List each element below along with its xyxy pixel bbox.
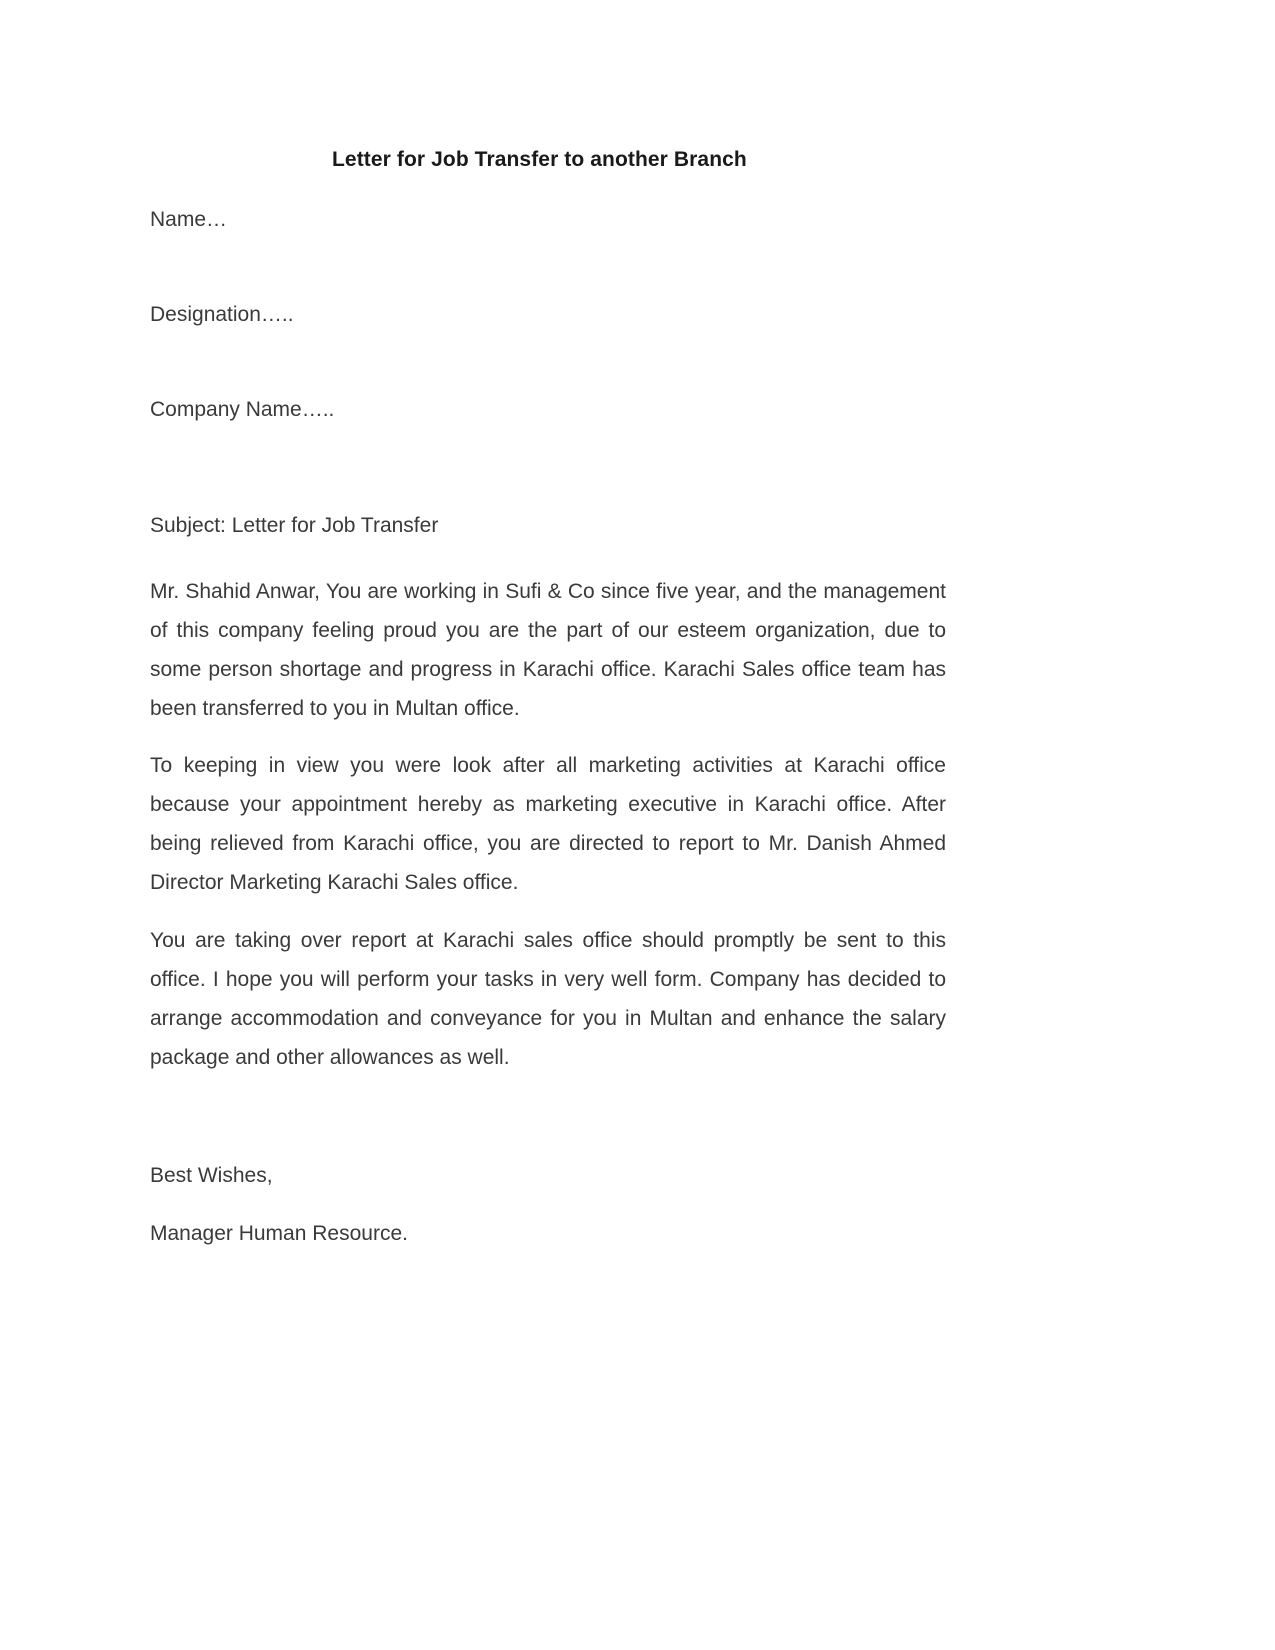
letter-title: Letter for Job Transfer to another Branch [332, 148, 747, 171]
signature-line: Manager Human Resource. [150, 1222, 408, 1245]
name-field: Name… [150, 208, 228, 231]
closing-line: Best Wishes, [150, 1164, 273, 1187]
designation-field: Designation….. [150, 303, 294, 326]
company-name-field: Company Name….. [150, 398, 335, 421]
body-paragraph-1: Mr. Shahid Anwar, You are working in Sufi & Co since five year, and the management of this company feeling proud you are the part of our esteem organization, due to some person shortage and progress in Karachi office. Karachi Sales office team has been transferred to you in Multan office. [150, 580, 946, 720]
body-paragraph-3: You are taking over report at Karachi sales office should promptly be sent to this office. I hope you will perform your tasks in very well form. Company has decided to arrange accommodation and conveyance for you in Multan and enhance the salary package and other allowances as well. [150, 929, 946, 1069]
body-paragraph-2: To keeping in view you were look after all marketing activities at Karachi office because your appointment hereby as marketing executive in Karachi office. After being relieved from Karachi office, you are directed to report to Mr. Danish Ahmed Director Marketing Karachi Sales office. [150, 754, 946, 894]
subject-line: Subject: Letter for Job Transfer [150, 514, 439, 537]
